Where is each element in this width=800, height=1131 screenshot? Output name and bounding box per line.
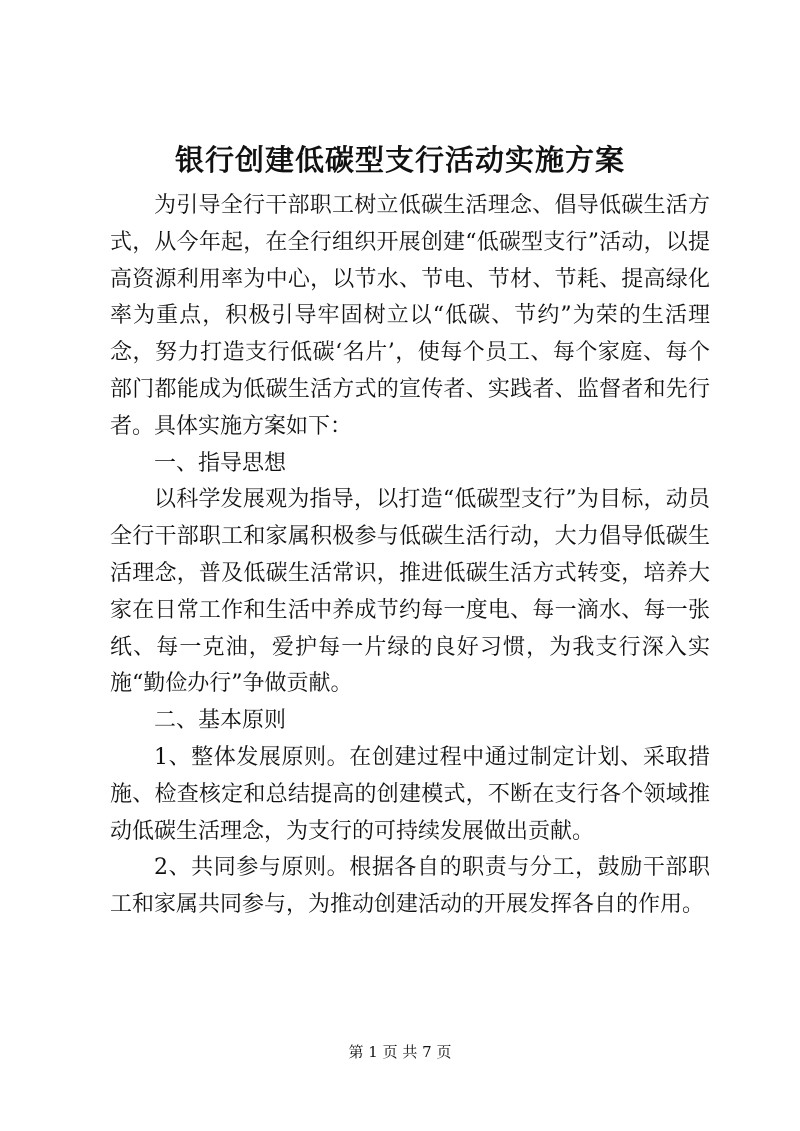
- page-footer: 第 1 页 共 7 页: [348, 1043, 452, 1061]
- intro-paragraph: 为引导全行干部职工树立低碳生活理念、倡导低碳生活方式，从今年起，在全行组织开展创建“低碳型支行”活动，以提高资源利用率为中心，以节水、节电、节材、节耗、提高绿化率为重点，积极引导牢固树立以“低碳、节约”为荣的生活理念，努力打造支行低碳‘名片’，使每个员工、每个家庭、每个部门都能成为低碳生活方式的宣传者、实践者、监督者和先行者。具体实施方案如下：: [110, 193, 710, 439]
- principle-joint-participation: 2、共同参与原则。根据各自的职责与分工，鼓励干部职工和家属共同参与，为推动创建活动的开展发挥各自的作用。: [110, 855, 710, 918]
- document-title: 银行创建低碳型支行活动实施方案: [174, 143, 625, 177]
- section-heading-guiding-thought: 一、指导思想: [154, 450, 287, 476]
- document-body: [110, 188, 710, 924]
- section-heading-basic-principles: 二、基本原则: [154, 708, 287, 734]
- principle-overall-development: 1、整体发展原则。在创建过程中通过制定计划、采取措施、检查核定和总结提高的创建模式，不断在支行各个领域推动低碳生活理念，为支行的可持续发展做出贡献。: [110, 744, 710, 844]
- guiding-thought-paragraph: 以科学发展观为指导，以打造“低碳型支行”为目标，动员全行干部职工和家属积极参与低碳生活行动，大力倡导低碳生活理念，普及低碳生活常识，推进低碳生活方式转变，培养大家在日常工作和生活中养成节约每一度电、每一滴水、每一张纸、每一克油，爱护每一片绿的良好习惯，为我支行深入实施“勤俭办行”争做贡献。: [110, 487, 710, 697]
